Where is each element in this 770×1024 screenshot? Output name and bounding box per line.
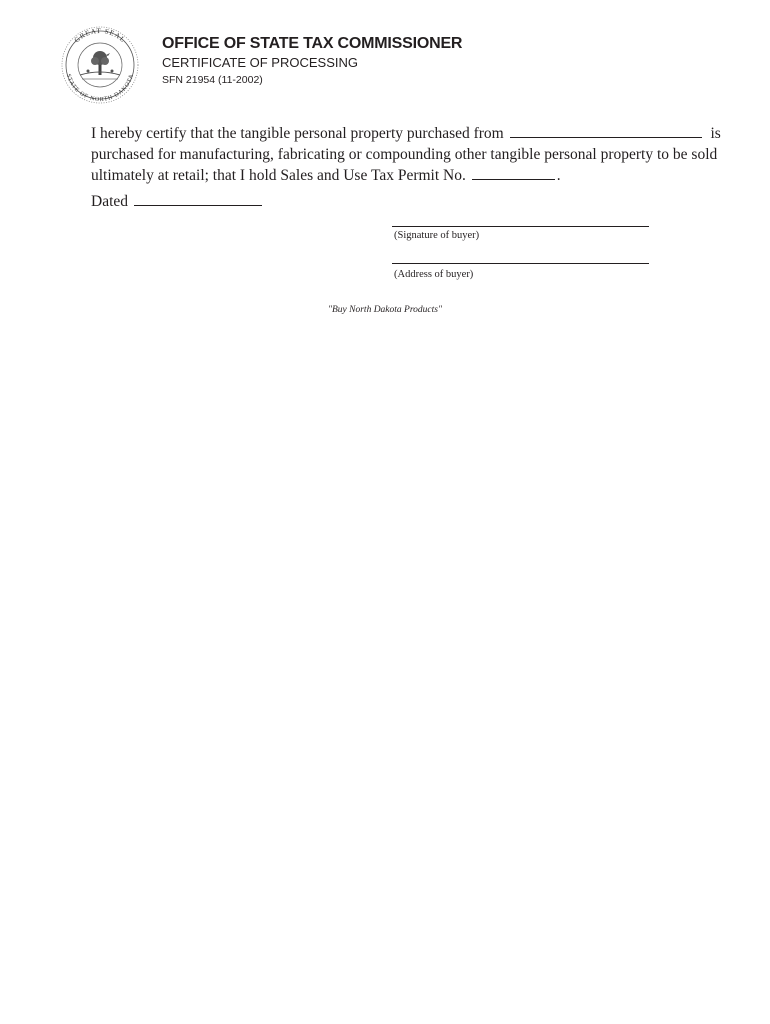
- certification-text-1: I hereby certify that the tangible personal property purchased from: [91, 125, 504, 142]
- state-seal-icon: [54, 25, 146, 105]
- certification-text-1b: is: [710, 125, 721, 142]
- vendor-name-field[interactable]: [510, 124, 702, 138]
- date-field[interactable]: [134, 192, 262, 206]
- dated-label: Dated: [91, 193, 129, 210]
- seal-bottom-text: STATE OF NORTH DAKOTA: [64, 73, 136, 104]
- form-title: CERTIFICATE OF PROCESSING: [162, 55, 358, 70]
- dated-row: [91, 192, 264, 212]
- certification-text-3: ultimately at retail; that I hold Sales and Use Tax Permit No.: [91, 167, 466, 184]
- seal-top-text: GREAT SEAL: [72, 26, 128, 45]
- certification-line-3: [91, 165, 681, 186]
- certification-statement: [91, 123, 721, 186]
- form-header: [162, 34, 462, 87]
- motto: "Buy North Dakota Products": [328, 305, 442, 315]
- buyer-signature-field[interactable]: [392, 226, 649, 227]
- svg-text:GREAT SEAL: [73, 27, 127, 44]
- office-title: OFFICE OF STATE TAX COMMISSIONER: [162, 35, 463, 52]
- svg-text:STATE OF NORTH DAKOTA: [65, 73, 135, 103]
- form-number: SFN 21954 (11-2002): [162, 74, 263, 86]
- state-seal-graphic: [54, 25, 146, 105]
- certification-text-3b: .: [556, 167, 561, 184]
- permit-number-field[interactable]: [472, 166, 555, 180]
- buyer-address-field[interactable]: [392, 263, 649, 264]
- buyer-address-caption: (Address of buyer): [394, 269, 474, 280]
- certification-line-1: [91, 123, 721, 144]
- buyer-signature-caption: (Signature of buyer): [394, 230, 480, 241]
- certification-line-2: purchased for manufacturing, fabricating or compounding other tangible personal property to be sold: [91, 146, 718, 163]
